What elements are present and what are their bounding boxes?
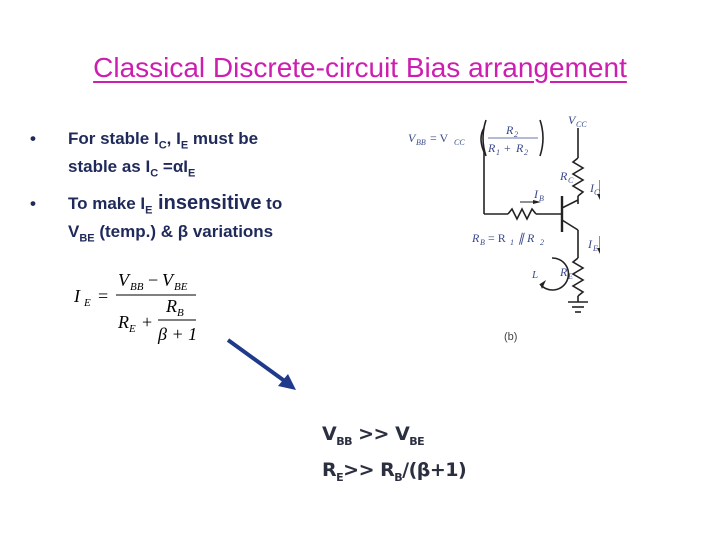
re-sub: E bbox=[568, 272, 573, 281]
rc-sub: C bbox=[568, 176, 574, 185]
rc-label: R bbox=[560, 169, 568, 183]
rsum-a-sub: 1 bbox=[496, 148, 500, 157]
bullet-line bbox=[68, 221, 380, 249]
text: For stable I bbox=[68, 129, 159, 148]
text: >> R bbox=[343, 458, 395, 481]
subscript: C bbox=[158, 139, 167, 152]
vbb-label: V bbox=[408, 131, 416, 145]
condition-re bbox=[322, 456, 466, 492]
formula-frac-num-sub: B bbox=[177, 307, 184, 319]
formula-den-a: R bbox=[118, 312, 129, 332]
bullet-line bbox=[68, 193, 380, 221]
subscript: E bbox=[145, 204, 153, 217]
rsum-a: R bbox=[488, 141, 496, 155]
formula-frac-den: β + 1 bbox=[158, 324, 198, 344]
bias-circuit-diagram bbox=[400, 108, 600, 348]
vbb-sub: BB bbox=[416, 138, 426, 147]
rb-eq: = R bbox=[488, 231, 506, 245]
text: >> V bbox=[352, 423, 410, 445]
subscript: C bbox=[150, 167, 159, 180]
rb-label: R bbox=[472, 231, 480, 245]
bullet-line bbox=[68, 128, 380, 156]
text: =αI bbox=[158, 157, 188, 177]
r2-top: R bbox=[506, 123, 514, 137]
pointer-arrow bbox=[220, 330, 310, 400]
rsum-b: R bbox=[516, 141, 524, 155]
transistor-collector bbox=[562, 200, 578, 208]
bullet-dot: • bbox=[30, 129, 36, 148]
subscript: E bbox=[180, 139, 189, 152]
formula-equals: = bbox=[98, 286, 109, 306]
formula-frac-num: R bbox=[166, 296, 177, 316]
slide-title: Classical Discrete-circuit Bias arrangement bbox=[93, 52, 627, 83]
rc-resistor bbox=[573, 158, 583, 196]
ratio-bracket-right bbox=[540, 120, 543, 156]
vbb-eq-sub: CC bbox=[454, 138, 465, 147]
formula-den-a-sub: E bbox=[129, 323, 136, 335]
text: V bbox=[68, 222, 80, 242]
text: (temp.) & β variations bbox=[94, 222, 274, 242]
subscript: B bbox=[394, 470, 403, 484]
transistor-emitter bbox=[562, 220, 578, 230]
ground-symbol bbox=[568, 302, 588, 312]
formula-num-a-sub: BB bbox=[130, 281, 144, 293]
ib-sub: B bbox=[539, 194, 544, 203]
figure-caption: (b) bbox=[504, 331, 518, 343]
ib-label: I bbox=[534, 187, 538, 201]
bullet-line bbox=[68, 156, 380, 184]
text: V bbox=[322, 423, 337, 445]
subscript: E bbox=[336, 470, 344, 484]
subscript: E bbox=[188, 167, 196, 180]
text: stable as I bbox=[68, 157, 151, 177]
ie-sub: E bbox=[593, 244, 598, 253]
formula-lhs: I bbox=[74, 286, 80, 306]
re-label: R bbox=[560, 265, 568, 279]
rb-par-sub: 2 bbox=[540, 238, 544, 247]
formula-plus: + bbox=[142, 312, 153, 332]
r2-top-sub: 2 bbox=[514, 130, 518, 139]
subscript: BE bbox=[409, 434, 425, 448]
re-resistor bbox=[573, 258, 583, 296]
vcc-label: V bbox=[568, 113, 576, 127]
bullet-list bbox=[30, 128, 380, 250]
text: To make I bbox=[68, 193, 146, 213]
rb-eq-sub: 1 bbox=[510, 238, 514, 247]
formula-num-a: V bbox=[118, 270, 129, 290]
text: , I bbox=[166, 129, 181, 148]
rsum-plus: + bbox=[504, 141, 511, 155]
rsum-b-sub: 2 bbox=[524, 148, 528, 157]
formula-minus: − bbox=[148, 270, 159, 290]
ie-label: I bbox=[588, 237, 592, 251]
text: insensitive bbox=[152, 191, 262, 214]
design-conditions bbox=[322, 420, 466, 492]
formula-num-b-sub: BE bbox=[174, 281, 188, 293]
text: /(β+1) bbox=[402, 458, 467, 481]
vcc-sub: CC bbox=[576, 120, 587, 129]
formula-num-b: V bbox=[162, 270, 173, 290]
rb-resistor bbox=[508, 209, 536, 219]
subscript: BB bbox=[336, 434, 352, 448]
rb-sub: B bbox=[480, 238, 485, 247]
bullet-stable-ic bbox=[30, 128, 380, 185]
ic-sub: C bbox=[594, 188, 600, 197]
bullet-insensitive-ie bbox=[30, 193, 380, 250]
bullet-dot: • bbox=[30, 193, 36, 213]
condition-vbb bbox=[322, 420, 466, 456]
subscript: BE bbox=[79, 232, 95, 245]
text: to bbox=[261, 193, 283, 213]
text: must be bbox=[188, 129, 259, 148]
formula-lhs-sub: E bbox=[84, 297, 91, 309]
vbb-eq: = V bbox=[430, 131, 449, 145]
ie-formula bbox=[72, 268, 222, 348]
text: R bbox=[322, 458, 337, 481]
ic-label: I bbox=[590, 181, 594, 195]
loop-label: L bbox=[532, 269, 539, 281]
rb-par: ∥ R bbox=[518, 231, 535, 245]
